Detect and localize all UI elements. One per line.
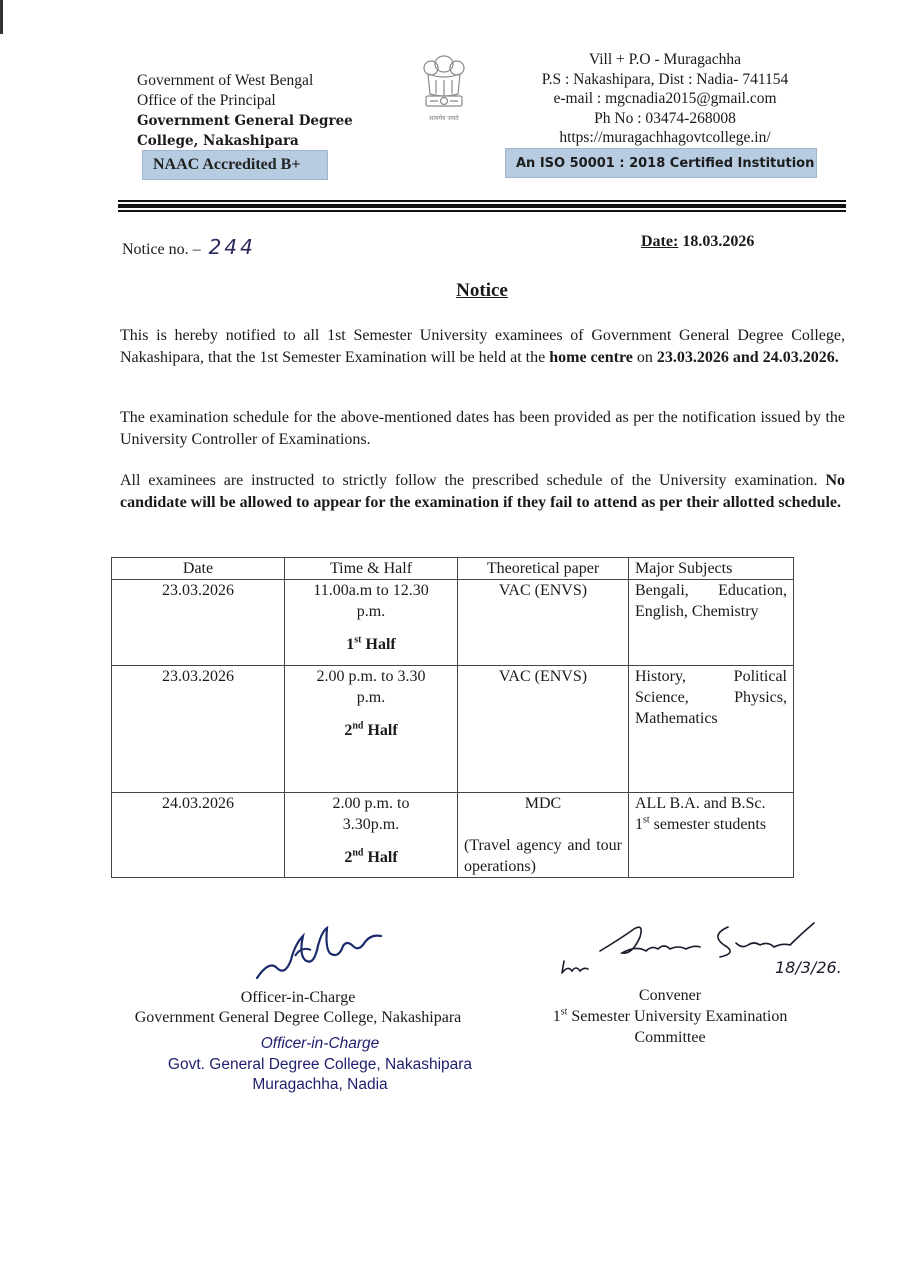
officer-signature-block — [113, 988, 483, 1028]
notice-number-label: Notice no. – — [122, 241, 201, 258]
table-header-row — [112, 558, 794, 580]
committee-line-2: Committee — [634, 1029, 706, 1046]
paragraph-1 — [120, 325, 845, 368]
cell-time — [285, 666, 458, 793]
time-line-2: p.m. — [356, 689, 386, 706]
letterhead-right — [520, 50, 810, 148]
notice-number-value: 244 — [208, 235, 256, 259]
address-line-2: P.S : Nakashipara, Dist : Nadia- 741154 — [541, 70, 789, 88]
time-line-1: 2.00 p.m. to 3.30 — [316, 668, 426, 685]
time-line-2: 3.30p.m. — [342, 816, 400, 833]
notice-date — [641, 233, 754, 251]
stamp-org: Govt. General Degree College, Nakashipara — [167, 1055, 473, 1073]
naac-badge: NAAC Accredited B+ — [142, 150, 328, 180]
signature-officer-in-charge — [255, 920, 395, 984]
college-line-2: College, Nakashipara — [137, 133, 299, 149]
paragraph-1-text-2: on — [632, 348, 657, 366]
header-paper: Theoretical paper — [458, 558, 629, 580]
gov-line: Government of West Bengal — [137, 72, 314, 89]
official-stamp — [165, 1034, 475, 1096]
cell-subjects: Bengali, Education, English, Chemistry — [629, 580, 794, 666]
exam-dates: 23.03.2026 and 24.03.2026. — [656, 348, 839, 366]
table-row — [112, 580, 794, 666]
signed-date: 18/3/26. — [775, 958, 842, 977]
date-label: Date: — [641, 233, 679, 250]
paper-code: MDC — [524, 795, 562, 812]
time-line-1: 2.00 p.m. to — [332, 795, 410, 812]
half-label: 2nd Half — [344, 847, 398, 866]
convener-title: Convener — [638, 987, 702, 1004]
cell-paper: VAC (ENVS) — [458, 580, 629, 666]
convener-signature-block — [530, 985, 810, 1048]
cell-time — [285, 580, 458, 666]
subjects-line-1: ALL B.A. and B.Sc. — [635, 795, 766, 812]
page-title: Notice — [456, 280, 508, 301]
address-line-1: Vill + P.O - Muragachha — [588, 51, 742, 68]
paragraph-1-text: This is hereby notified to all 1st Semester University examinees of Government General Degree College, Nakashipara, that the 1st Semester Examination will be held at the — [120, 327, 845, 366]
office-line: Office of the Principal — [137, 92, 276, 109]
half-label: 2nd Half — [344, 720, 398, 739]
officer-org: Government General Degree College, Nakashipara — [134, 1009, 462, 1026]
cell-subjects: History, Political Science, Physics, Mathematics — [629, 666, 794, 793]
warning-text: No candidate will be allowed to appear for the examination if they fail to attend as per their allotted schedule. — [120, 472, 845, 511]
stamp-place: Muragachha, Nadia — [252, 1076, 388, 1093]
paper-note: (Travel agency and tour operations) — [464, 837, 622, 875]
emblem-caption: सत्यमेव जयते — [429, 115, 459, 122]
stamp-title: Officer-in-Charge — [260, 1035, 380, 1052]
cell-date: 23.03.2026 — [112, 666, 285, 793]
cell-time — [285, 793, 458, 878]
cell-paper — [458, 793, 629, 878]
time-line-2: p.m. — [356, 603, 386, 620]
paragraph-3-text: All examinees are instructed to strictly follow the prescribed schedule of the University examination. — [120, 472, 826, 489]
scan-edge — [0, 0, 3, 34]
officer-title: Officer-in-Charge — [240, 989, 356, 1006]
header-date: Date — [112, 558, 285, 580]
cell-date: 24.03.2026 — [112, 793, 285, 878]
iso-badge: An ISO 50001 : 2018 Certified Institution — [505, 148, 817, 178]
college-line-1: Government General Degree — [137, 113, 353, 129]
paragraph-2: The examination schedule for the above-mentioned dates has been provided as per the notification issued by the University Controller of Examinations. — [120, 409, 845, 448]
phone: Ph No : 03474-268008 — [594, 109, 736, 127]
letterhead-left — [137, 71, 353, 151]
exam-schedule-table — [111, 557, 794, 878]
notice-number — [122, 235, 256, 259]
header-subjects: Major Subjects — [629, 558, 794, 580]
subjects-line-2: 1st semester students — [635, 814, 767, 833]
time-line-1: 11.00a.m to 12.30 — [313, 582, 429, 599]
table-row — [112, 793, 794, 878]
header-time: Time & Half — [285, 558, 458, 580]
email: e-mail : mgcnadia2015@gmail.com — [553, 90, 777, 107]
header-divider — [118, 200, 846, 212]
home-centre: home centre — [549, 348, 633, 366]
cell-paper: VAC (ENVS) — [458, 666, 629, 793]
table-row — [112, 666, 794, 793]
cell-subjects — [629, 793, 794, 878]
national-emblem-icon — [418, 50, 470, 126]
cell-date: 23.03.2026 — [112, 580, 285, 666]
paragraph-3 — [120, 470, 845, 513]
committee-line: 1st Semester University Examination — [552, 1006, 788, 1025]
half-label: 1st Half — [346, 634, 396, 653]
website: https://muragachhagovtcollege.in/ — [559, 129, 771, 146]
date-value: 18.03.2026 — [682, 233, 755, 250]
signature-convener — [560, 915, 880, 985]
